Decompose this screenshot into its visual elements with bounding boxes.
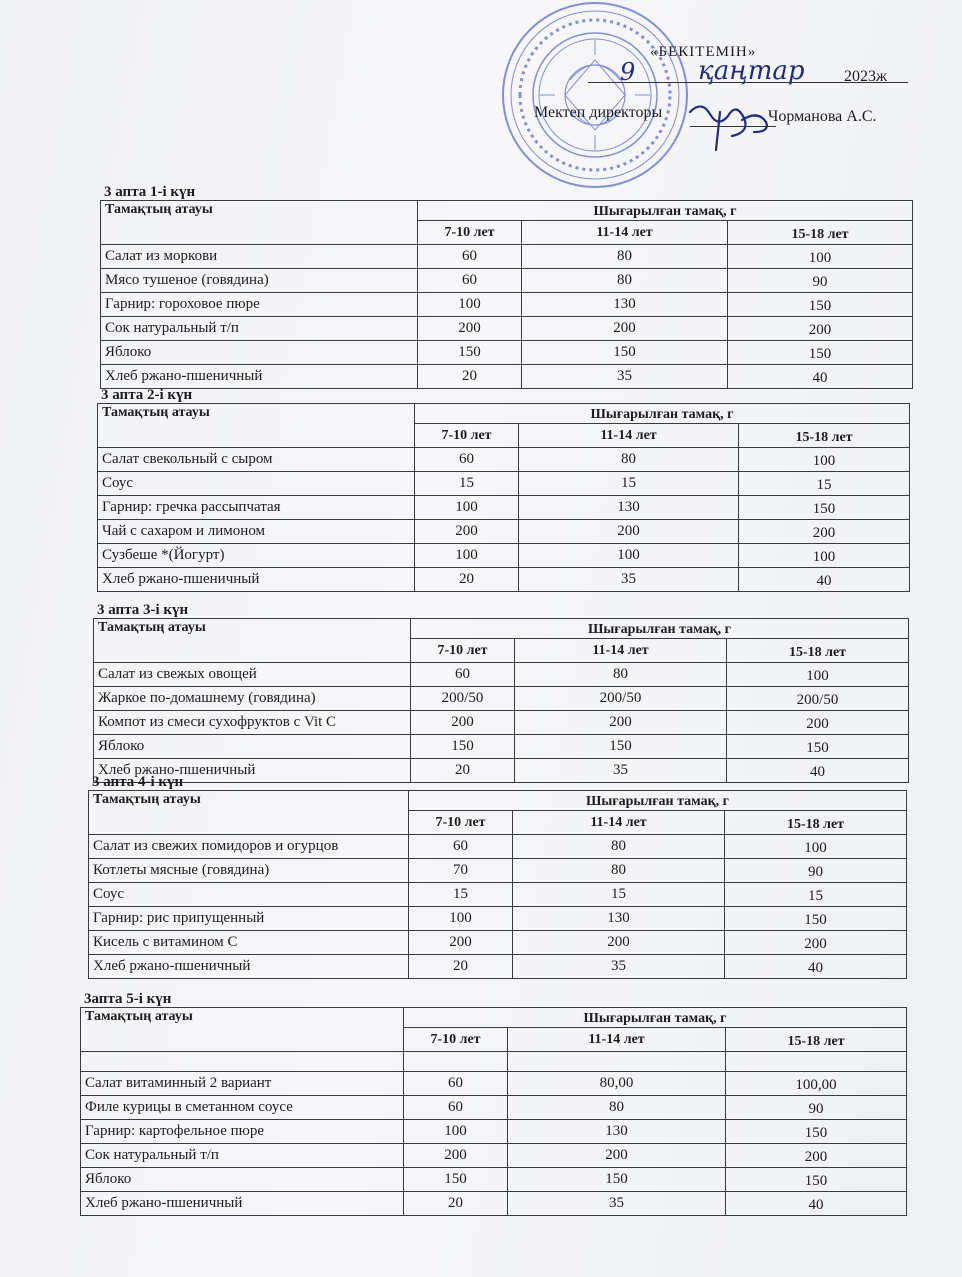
date-day: 9	[620, 58, 636, 86]
portion-11-14: 200	[522, 317, 728, 341]
portion-7-10: 100	[415, 496, 519, 520]
col-header-age-11-14: 11-14 лет	[513, 811, 725, 835]
col-header-age-11-14: 11-14 лет	[515, 639, 727, 663]
portion-11-14: 35	[519, 568, 739, 592]
col-header-name: Тамақтың атауы	[81, 1008, 404, 1052]
dish-name: Хлеб ржано-пшеничный	[94, 759, 411, 783]
director-name: Чорманова А.С.	[768, 108, 877, 125]
portion-15-18: 100	[728, 245, 913, 269]
day-2-menu	[97, 387, 909, 592]
portion-15-18: 15	[739, 472, 910, 496]
dish-name: Котлеты мясные (говядина)	[89, 859, 409, 883]
portion-11-14: 200	[513, 931, 725, 955]
dish-name: Филе курицы в сметанном соусе	[81, 1096, 404, 1120]
col-header-age-7-10: 7-10 лет	[411, 639, 515, 663]
portion-7-10: 100	[415, 544, 519, 568]
dish-name: Кисель с витамином С	[89, 931, 409, 955]
portion-11-14: 150	[515, 735, 727, 759]
table-row-blank	[81, 1052, 907, 1072]
portion-11-14: 15	[513, 883, 725, 907]
portion-11-14: 35	[522, 365, 728, 389]
portion-15-18: 40	[727, 759, 909, 783]
table-row	[89, 955, 907, 979]
day-title: 3апта 5-і күн	[84, 991, 172, 1007]
date-year: 2023ж	[844, 68, 888, 85]
portion-11-14: 150	[508, 1168, 726, 1192]
table-row	[101, 341, 913, 365]
dish-name: Салат из свежих помидоров и огурцов	[89, 835, 409, 859]
table-row	[89, 859, 907, 883]
table-row	[89, 907, 907, 931]
table-row	[101, 317, 913, 341]
portion-15-18: 150	[726, 1120, 907, 1144]
portion-7-10: 200/50	[411, 687, 515, 711]
dish-name: Хлеб ржано-пшеничный	[89, 955, 409, 979]
col-header-age-7-10: 7-10 лет	[415, 424, 519, 448]
day-1-menu	[100, 184, 912, 389]
portion-7-10: 60	[415, 448, 519, 472]
portion-15-18: 100	[739, 448, 910, 472]
portion-7-10: 100	[404, 1120, 508, 1144]
col-header-age-7-10: 7-10 лет	[404, 1028, 508, 1052]
table-row	[94, 735, 909, 759]
table-row	[94, 663, 909, 687]
table-row	[101, 245, 913, 269]
portion-15-18: 15	[725, 883, 907, 907]
portion-11-14: 200	[515, 711, 727, 735]
menu-table	[88, 790, 907, 979]
table-row	[98, 568, 910, 592]
day-5-menu	[80, 991, 906, 1216]
dish-name: Гарнир: рис припущенный	[89, 907, 409, 931]
portion-15-18: 150	[739, 496, 910, 520]
col-header-name: Тамақтың атауы	[98, 404, 415, 448]
portion-11-14: 200/50	[515, 687, 727, 711]
col-header-group: Шығарылған тамақ, г	[411, 619, 909, 639]
portion-7-10: 60	[411, 663, 515, 687]
dish-name: Салат из моркови	[101, 245, 418, 269]
dish-name: Яблоко	[101, 341, 418, 365]
portion-15-18: 150	[728, 293, 913, 317]
menu-table	[97, 403, 910, 592]
dish-name: Гарнир: картофельное пюре	[81, 1120, 404, 1144]
portion-11-14: 150	[522, 341, 728, 365]
dish-name: Яблоко	[81, 1168, 404, 1192]
table-row	[89, 931, 907, 955]
menu-table	[100, 200, 913, 389]
portion-15-18: 100	[727, 663, 909, 687]
portion-15-18: 150	[725, 907, 907, 931]
col-header-age-11-14: 11-14 лет	[508, 1028, 726, 1052]
table-row	[89, 883, 907, 907]
dish-name: Чай с сахаром и лимоном	[98, 520, 415, 544]
portion-7-10: 20	[409, 955, 513, 979]
portion-15-18: 200	[739, 520, 910, 544]
portion-15-18: 100	[725, 835, 907, 859]
col-header-age-15-18: 15-18 лет	[727, 639, 909, 663]
table-row	[81, 1072, 907, 1096]
dish-name: Салат свекольный с сыром	[98, 448, 415, 472]
portion-7-10: 15	[409, 883, 513, 907]
table-row	[101, 365, 913, 389]
portion-11-14: 80	[513, 835, 725, 859]
dish-name: Соус	[98, 472, 415, 496]
portion-15-18: 100	[739, 544, 910, 568]
portion-11-14: 35	[513, 955, 725, 979]
dish-name: Гарнир: гречка рассыпчатая	[98, 496, 415, 520]
dish-name: Сок натуральный т/п	[101, 317, 418, 341]
portion-15-18: 100,00	[726, 1072, 907, 1096]
portion-11-14: 35	[508, 1192, 726, 1216]
table-row	[81, 1192, 907, 1216]
col-header-name: Тамақтың атауы	[101, 201, 418, 245]
portion-15-18: 200	[728, 317, 913, 341]
dish-name: Салат из свежых овощей	[94, 663, 411, 687]
col-header-group: Шығарылған тамақ, г	[409, 791, 907, 811]
portion-11-14: 130	[519, 496, 739, 520]
portion-15-18: 200	[726, 1144, 907, 1168]
portion-15-18: 40	[739, 568, 910, 592]
table-row	[94, 711, 909, 735]
table-row	[101, 293, 913, 317]
table-row	[94, 687, 909, 711]
dish-name: Салат витаминный 2 вариант	[81, 1072, 404, 1096]
portion-11-14: 35	[515, 759, 727, 783]
dish-name: Яблоко	[94, 735, 411, 759]
col-header-name: Тамақтың атауы	[94, 619, 411, 663]
portion-7-10: 15	[415, 472, 519, 496]
table-row	[81, 1168, 907, 1192]
portion-11-14: 80	[519, 448, 739, 472]
director-label: Мектеп директоры	[534, 104, 663, 121]
portion-7-10: 20	[404, 1192, 508, 1216]
official-stamp	[500, 0, 690, 190]
day-4-menu	[88, 774, 906, 979]
portion-15-18: 40	[728, 365, 913, 389]
col-header-age-15-18: 15-18 лет	[728, 221, 913, 245]
portion-15-18: 150	[728, 341, 913, 365]
day-title: 3 апта 3-і күн	[97, 602, 189, 618]
col-header-group: Шығарылған тамақ, г	[415, 404, 910, 424]
portion-11-14: 80,00	[508, 1072, 726, 1096]
portion-15-18: 40	[725, 955, 907, 979]
col-header-name: Тамақтың атауы	[89, 791, 409, 835]
dish-name: Хлеб ржано-пшеничный	[101, 365, 418, 389]
portion-15-18: 90	[726, 1096, 907, 1120]
col-header-age-7-10: 7-10 лет	[418, 221, 522, 245]
portion-11-14: 80	[515, 663, 727, 687]
portion-11-14: 80	[522, 269, 728, 293]
portion-11-14: 130	[508, 1120, 726, 1144]
approval-block	[500, 0, 940, 190]
col-header-age-11-14: 11-14 лет	[519, 424, 739, 448]
portion-7-10: 200	[415, 520, 519, 544]
director-signature	[680, 92, 780, 152]
day-title: 3 апта 2-і күн	[101, 387, 193, 403]
portion-11-14: 130	[522, 293, 728, 317]
table-row	[98, 496, 910, 520]
portion-11-14: 130	[513, 907, 725, 931]
col-header-group: Шығарылған тамақ, г	[418, 201, 913, 221]
dish-name: Сузбеше *(Йогурт)	[98, 544, 415, 568]
portion-15-18: 150	[727, 735, 909, 759]
dish-name: Мясо тушеное (говядина)	[101, 269, 418, 293]
portion-7-10: 20	[411, 759, 515, 783]
dish-name: Гарнир: гороховое пюре	[101, 293, 418, 317]
day-title: 3 апта 1-і күн	[104, 184, 196, 200]
portion-7-10: 60	[409, 835, 513, 859]
menu-table	[80, 1007, 907, 1216]
portion-11-14: 80	[522, 245, 728, 269]
dish-name: Соус	[89, 883, 409, 907]
portion-15-18: 40	[726, 1192, 907, 1216]
col-header-age-11-14: 11-14 лет	[522, 221, 728, 245]
signature-underline	[690, 126, 776, 127]
dish-name: Компот из смеси сухофруктов с Vit C	[94, 711, 411, 735]
col-header-age-15-18: 15-18 лет	[739, 424, 910, 448]
portion-7-10: 200	[411, 711, 515, 735]
portion-7-10: 20	[418, 365, 522, 389]
portion-7-10: 150	[404, 1168, 508, 1192]
portion-7-10: 150	[411, 735, 515, 759]
portion-7-10: 200	[404, 1144, 508, 1168]
portion-7-10: 70	[409, 859, 513, 883]
portion-7-10: 20	[415, 568, 519, 592]
portion-7-10: 60	[404, 1072, 508, 1096]
portion-15-18: 90	[728, 269, 913, 293]
dish-name: Сок натуральный т/п	[81, 1144, 404, 1168]
day-title: 3 апта 4-і күн	[92, 774, 184, 790]
portion-15-18: 150	[726, 1168, 907, 1192]
table-row	[98, 544, 910, 568]
portion-7-10: 60	[404, 1096, 508, 1120]
col-header-group: Шығарылған тамақ, г	[404, 1008, 907, 1028]
portion-11-14: 200	[519, 520, 739, 544]
date-month: қаңтар	[698, 56, 805, 86]
table-row	[81, 1120, 907, 1144]
table-row	[81, 1144, 907, 1168]
portion-15-18: 200	[727, 711, 909, 735]
col-header-age-15-18: 15-18 лет	[725, 811, 907, 835]
table-row	[81, 1096, 907, 1120]
table-row	[98, 520, 910, 544]
dish-name: Хлеб ржано-пшеничный	[98, 568, 415, 592]
portion-7-10: 100	[418, 293, 522, 317]
dish-name: Хлеб ржано-пшеничный	[81, 1192, 404, 1216]
portion-11-14: 15	[519, 472, 739, 496]
portion-15-18: 200/50	[727, 687, 909, 711]
portion-7-10: 200	[409, 931, 513, 955]
portion-7-10: 200	[418, 317, 522, 341]
table-row	[101, 269, 913, 293]
table-row	[98, 448, 910, 472]
table-row	[89, 835, 907, 859]
portion-7-10: 60	[418, 269, 522, 293]
col-header-age-7-10: 7-10 лет	[409, 811, 513, 835]
col-header-age-15-18: 15-18 лет	[726, 1028, 907, 1052]
portion-11-14: 80	[508, 1096, 726, 1120]
portion-7-10: 60	[418, 245, 522, 269]
portion-7-10: 150	[418, 341, 522, 365]
dish-name: Жаркое по-домашнему (говядина)	[94, 687, 411, 711]
table-row	[98, 472, 910, 496]
portion-7-10: 100	[409, 907, 513, 931]
portion-11-14: 80	[513, 859, 725, 883]
menu-table	[93, 618, 909, 783]
approval-title: «БЕКІТЕМІН»	[650, 44, 757, 60]
portion-11-14: 100	[519, 544, 739, 568]
day-3-menu	[93, 602, 908, 783]
portion-15-18: 90	[725, 859, 907, 883]
portion-15-18: 200	[725, 931, 907, 955]
portion-11-14: 200	[508, 1144, 726, 1168]
